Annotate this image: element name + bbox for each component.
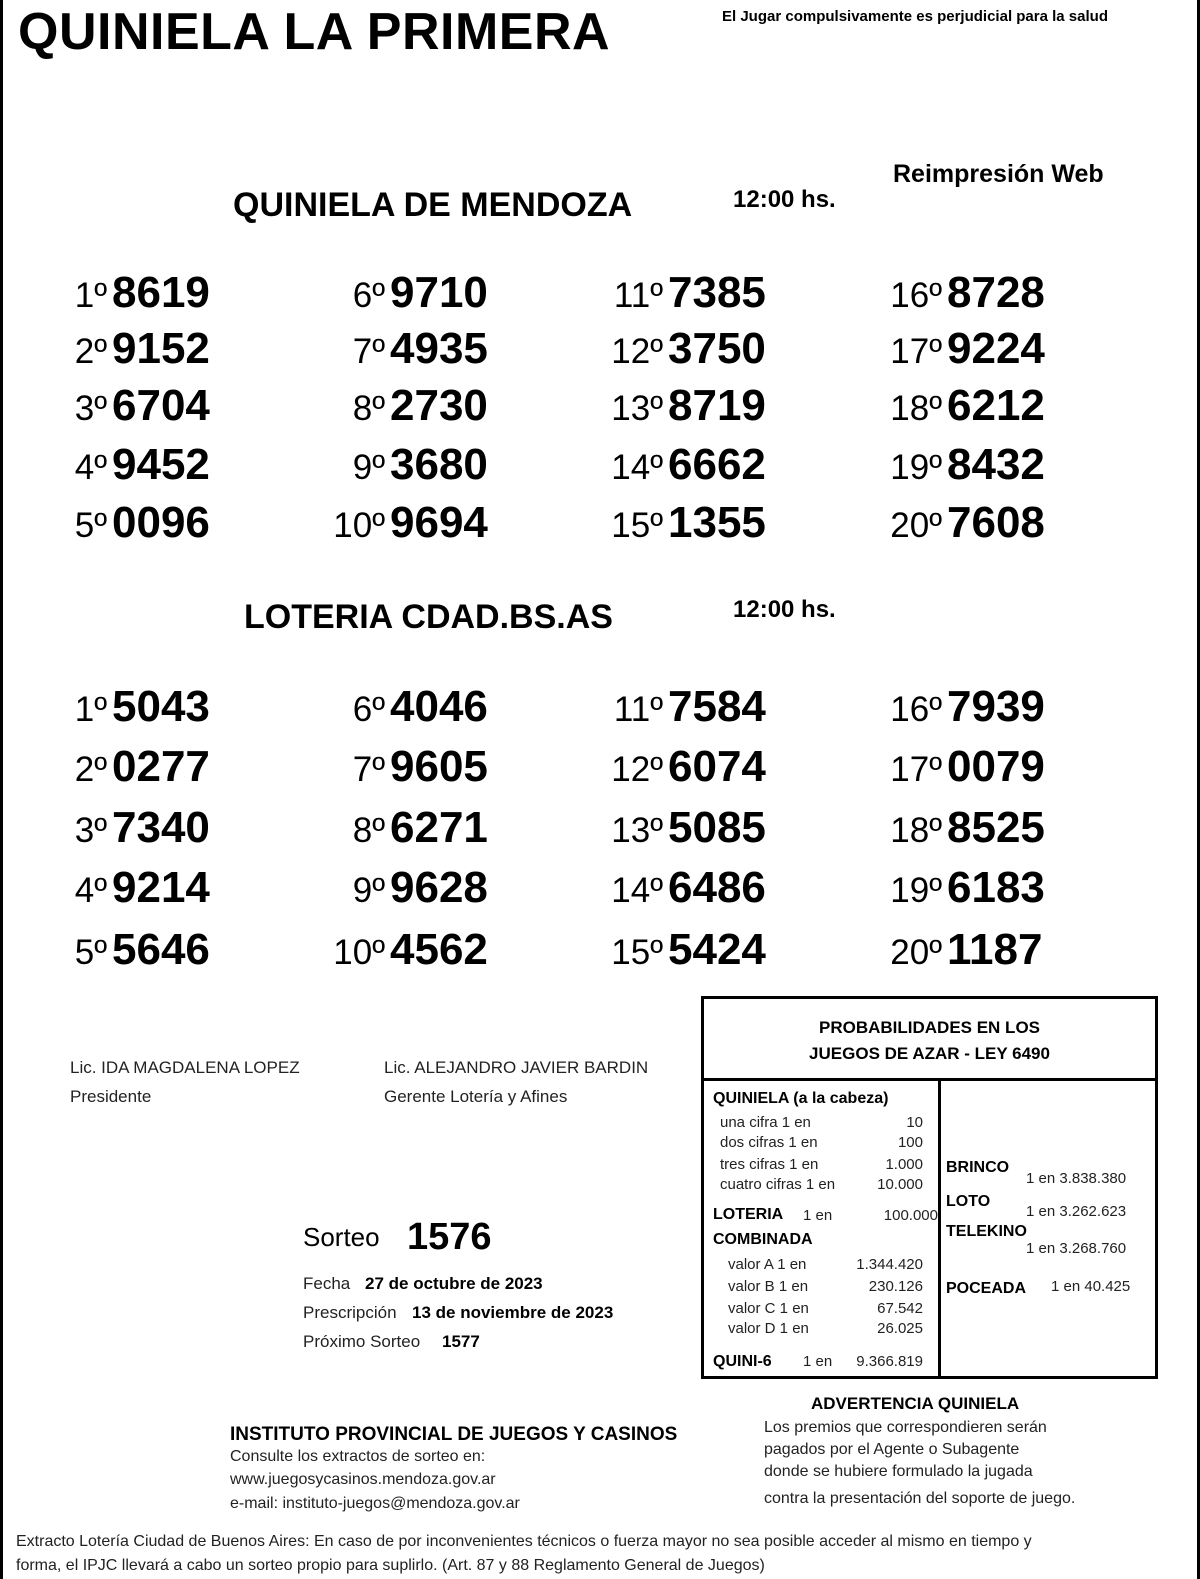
result-cell [278,857,548,915]
combinada-prob-label: valor A 1 en [728,1256,807,1273]
footer-note-line2: forma, el IPJC llevará a cabo un sorteo propio para suplirlo. (Art. 87 y 88 Reglamento General de Juegos) [16,1557,765,1574]
combinada-prob-value: 230.126 [868,1278,923,1295]
result-position: 15º [611,506,663,545]
result-cell [278,919,548,977]
result-cell [0,262,270,320]
result-position: 4º [74,871,107,910]
reprint-label: Reimpresión Web [893,160,1104,188]
result-number: 4562 [390,925,488,974]
proximo-value: 1577 [442,1332,480,1351]
result-cell [556,857,826,915]
result-number: 1187 [947,925,1043,974]
prescripcion-label: Prescripción [303,1303,397,1322]
result-cell [278,434,548,492]
result-position: 14º [611,448,663,487]
result-position: 9º [352,871,385,910]
result-cell [556,434,826,492]
signature-2-name: Lic. ALEJANDRO JAVIER BARDIN [384,1058,649,1077]
result-position: 13º [611,811,663,850]
result-cell [278,492,548,550]
brinco-prob-label: BRINCO [946,1159,1010,1176]
result-cell [556,736,826,794]
result-position: 15º [611,933,663,972]
loto-prob-value: 1 en 3.262.623 [1026,1203,1127,1220]
result-cell [0,375,270,433]
result-number: 7340 [112,803,210,852]
result-number: 6074 [668,742,766,791]
result-number: 3680 [390,440,488,489]
draw-title-mendoza: QUINIELA DE MENDOZA [233,186,633,224]
result-number: 7608 [947,498,1045,547]
result-cell [278,318,548,376]
health-warning: El Jugar compulsivamente es perjudicial para la salud [722,8,1108,25]
result-number: 5424 [668,925,766,974]
draw-title-loteria: LOTERIA CDAD.BS.AS [244,598,613,636]
result-position: 10º [333,506,385,545]
footer-note-line1: Extracto Lotería Ciudad de Buenos Aires: En caso de por inconvenientes técnicos o fuerza mayor no sea posible acceder al mismo en tiempo y [16,1533,1032,1550]
result-position: 11º [613,690,663,729]
result-number: 6704 [112,381,210,430]
result-cell [556,919,826,977]
result-position: 2º [74,750,107,789]
quiniela-prob-value: 10.000 [877,1176,923,1193]
probabilities-divider [938,1081,941,1376]
draw-time-mendoza: 12:00 hs. [733,186,836,213]
result-cell [0,797,270,855]
result-position: 1º [74,690,107,729]
result-position: 7º [352,332,385,371]
result-number: 9694 [390,498,488,547]
fecha-value: 27 de octubre de 2023 [365,1274,543,1293]
quiniela-prob-title: QUINIELA (a la cabeza) [713,1090,889,1107]
quiniela-prob-label: cuatro cifras 1 en [720,1176,836,1193]
result-position: 3º [74,811,107,850]
result-cell [0,736,270,794]
result-position: 4º [74,448,107,487]
result-cell [835,492,1105,550]
result-number: 6212 [947,381,1045,430]
result-number: 8619 [112,268,210,317]
result-cell [0,857,270,915]
result-cell [0,434,270,492]
brinco-prob-value: 1 en 3.838.380 [1026,1170,1127,1187]
prescripcion-value: 13 de noviembre de 2023 [412,1303,614,1322]
result-cell [556,318,826,376]
result-cell [835,375,1105,433]
result-number: 8525 [947,803,1045,852]
result-number: 6486 [668,863,766,912]
probabilities-box [701,996,1158,1379]
signature-2-role: Gerente Lotería y Afines [384,1087,568,1106]
quiniela-prob-label: dos cifras 1 en [720,1134,818,1151]
result-position: 12º [611,750,663,789]
result-position: 16º [890,276,942,315]
result-position: 7º [352,750,385,789]
result-cell [0,492,270,550]
signature-1-name: Lic. IDA MAGDALENA LOPEZ [70,1058,300,1077]
result-position: 17º [890,332,942,371]
poceada-prob-value: 1 en 40.425 [1051,1278,1131,1295]
loteria-prob-value: 100.000 [883,1207,938,1224]
result-number: 7584 [668,682,766,731]
result-number: 8728 [947,268,1045,317]
combinada-prob-value: 1.344.420 [856,1256,923,1273]
result-cell [0,676,270,734]
quiniela-prob-label: una cifra 1 en [720,1114,811,1131]
result-cell [0,318,270,376]
result-number: 5646 [112,925,210,974]
result-number: 9452 [112,440,210,489]
result-position: 16º [890,690,942,729]
result-position: 17º [890,750,942,789]
result-cell [835,919,1105,977]
quini6-prob-value: 9.366.819 [856,1353,923,1370]
result-cell [278,797,548,855]
telekino-prob-label: TELEKINO [946,1223,1027,1240]
advertencia-line: Los premios que correspondieren serán [764,1419,1047,1436]
quiniela-prob-value: 10 [906,1114,923,1131]
sorteo-number: 1576 [407,1216,492,1258]
result-position: 18º [890,389,942,428]
result-number: 4935 [390,324,488,373]
advertencia-line: pagados por el Agente o Subagente [764,1441,1020,1458]
result-cell [278,676,548,734]
result-position: 12º [611,332,663,371]
advertencia-line: donde se hubiere formulado la jugada [764,1463,1033,1480]
poceada-prob-label: POCEADA [946,1280,1027,1297]
result-number: 4046 [390,682,488,731]
result-position: 19º [890,448,942,487]
result-number: 9214 [112,863,210,912]
result-number: 8719 [668,381,766,430]
probabilities-header [704,999,1155,1081]
result-cell [556,676,826,734]
result-number: 9605 [390,742,488,791]
result-position: 2º [74,332,107,371]
result-position: 20º [890,933,942,972]
result-position: 6º [352,276,385,315]
result-position: 20º [890,506,942,545]
page-title: QUINIELA LA PRIMERA [18,3,611,61]
result-cell [835,676,1105,734]
loteria-prob-en: 1 en [803,1207,833,1224]
result-position: 8º [352,389,385,428]
proximo-label: Próximo Sorteo [303,1332,421,1351]
result-position: 3º [74,389,107,428]
result-position: 6º [352,690,385,729]
result-position: 9º [352,448,385,487]
result-position: 1º [74,276,107,315]
combinada-prob-value: 67.542 [877,1300,923,1317]
institute-consult-line: Consulte los extractos de sorteo en: [230,1448,486,1465]
fecha-label: Fecha [303,1274,351,1293]
advertencia-title: ADVERTENCIA QUINIELA [811,1394,1020,1413]
result-cell [278,262,548,320]
result-cell [556,492,826,550]
quiniela-prob-label: tres cifras 1 en [720,1156,819,1173]
combinada-prob-label: valor D 1 en [728,1320,809,1337]
result-position: 5º [74,506,107,545]
quini6-prob-en: 1 en [803,1353,833,1370]
result-number: 0079 [947,742,1045,791]
result-position: 10º [333,933,385,972]
result-number: 0277 [112,742,210,791]
result-cell [556,797,826,855]
result-cell [278,736,548,794]
signature-1-role: Presidente [70,1087,152,1106]
probabilities-header-line1: PROBABILIDADES EN LOS [818,1018,1041,1037]
sorteo-label: Sorteo [303,1222,380,1252]
result-number: 5085 [668,803,766,852]
result-number: 2730 [390,381,488,430]
result-number: 7385 [668,268,766,317]
result-number: 1355 [668,498,766,547]
draw-time-loteria: 12:00 hs. [733,596,836,623]
combinada-prob-title: COMBINADA [713,1231,813,1248]
quiniela-prob-value: 100 [897,1134,923,1151]
telekino-prob-value: 1 en 3.268.760 [1026,1240,1127,1257]
result-cell [556,262,826,320]
result-position: 14º [611,871,663,910]
result-number: 5043 [112,682,210,731]
result-number: 9628 [390,863,488,912]
advertencia-line: contra la presentación del soporte de juego. [764,1490,1076,1507]
result-position: 5º [74,933,107,972]
institute-email: e-mail: instituto-juegos@mendoza.gov.ar [230,1495,520,1512]
result-position: 13º [611,389,663,428]
result-cell [0,919,270,977]
institute-website: www.juegosycasinos.mendoza.gov.ar [230,1471,496,1488]
result-cell [835,318,1105,376]
result-number: 6271 [390,803,488,852]
result-position: 18º [890,811,942,850]
result-cell [835,434,1105,492]
result-number: 7939 [947,682,1045,731]
result-cell [835,857,1105,915]
result-number: 3750 [668,324,766,373]
combinada-prob-label: valor B 1 en [728,1278,809,1295]
result-cell [835,736,1105,794]
result-number: 9224 [947,324,1045,373]
result-cell [556,375,826,433]
result-cell [835,797,1105,855]
result-number: 6662 [668,440,766,489]
loto-prob-label: LOTO [946,1193,991,1210]
result-position: 19º [890,871,942,910]
combinada-prob-value: 26.025 [877,1320,923,1337]
combinada-prob-label: valor C 1 en [728,1300,809,1317]
institute-name: INSTITUTO PROVINCIAL DE JUEGOS Y CASINOS [230,1424,678,1445]
result-position: 11º [613,276,663,315]
result-number: 8432 [947,440,1045,489]
probabilities-header-line2: JUEGOS DE AZAR - LEY 6490 [809,1044,1050,1063]
result-cell [278,375,548,433]
loteria-prob-label: LOTERIA [713,1206,784,1223]
quini6-prob-label: QUINI-6 [713,1353,772,1370]
result-position: 8º [352,811,385,850]
quiniela-prob-value: 1.000 [885,1156,923,1173]
result-cell [835,262,1105,320]
result-number: 6183 [947,863,1045,912]
result-number: 9152 [112,324,210,373]
result-number: 9710 [390,268,488,317]
result-number: 0096 [112,498,210,547]
